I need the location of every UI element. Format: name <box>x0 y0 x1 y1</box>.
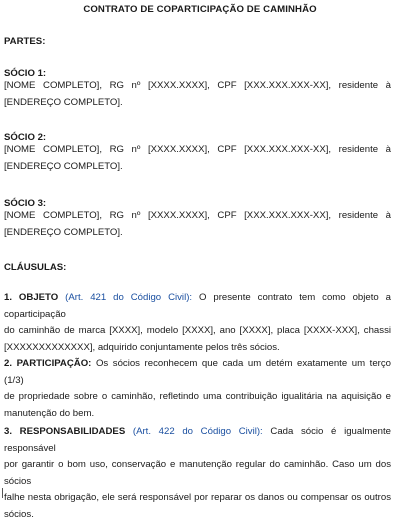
clause-3-line-1 <box>4 424 391 457</box>
clausulas-heading: CLÁUSULAS: <box>4 262 66 273</box>
socio-1-text <box>4 78 391 111</box>
clause-2-line-3: manutenção do bem. <box>4 406 391 423</box>
document-title: CONTRATO DE COPARTICIPAÇÃO DE CAMINHÃO <box>0 4 400 15</box>
socio-3-line-2: [ENDEREÇO COMPLETO]. <box>4 225 391 242</box>
partes-heading: PARTES: <box>4 36 45 47</box>
clause-2-line-2: de propriedade sobre o caminhão, refletindo uma contribuição igualitária na aquisição e <box>4 389 391 406</box>
clause-3-line-2: por garantir o bom uso, conservação e manutenção regular do caminhão. Caso um dos sócios <box>4 457 391 490</box>
clause-2-label: 2. PARTICIPAÇÃO: <box>4 358 91 369</box>
socio-1-line-2: [ENDEREÇO COMPLETO]. <box>4 95 391 112</box>
clause-2-line-1-rest: Os sócios reconhecem que cada um detém exatamente um terço (1/3) <box>4 358 391 386</box>
socio-2-text <box>4 142 391 175</box>
socio-2-line-1: [NOME COMPLETO], RG nº [XXXX.XXXX], CPF [XXX.XXX.XXX-XX], residente à <box>4 142 391 159</box>
socio-3-label: SÓCIO 3: <box>4 198 46 209</box>
clause-1-line-2: do caminhão de marca [XXXX], modelo [XXXX], ano [XXXX], placa [XXXX-XXX], chassi <box>4 323 391 340</box>
socio-2-line-2: [ENDEREÇO COMPLETO]. <box>4 159 391 176</box>
socio-3-text <box>4 208 391 241</box>
socio-1-line-1: [NOME COMPLETO], RG nº [XXXX.XXXX], CPF [XXX.XXX.XXX-XX], residente à <box>4 78 391 95</box>
text-cursor <box>2 488 3 498</box>
socio-1-label: SÓCIO 1: <box>4 68 46 79</box>
clause-1-label: 1. OBJETO <box>4 292 58 303</box>
clause-2 <box>4 356 391 422</box>
clause-1-line-3: [XXXXXXXXXXXXX], adquirido conjuntamente pelos três sócios. <box>4 340 391 357</box>
clause-1-line-1-rest: O presente contrato tem como objeto a coparticipação <box>4 292 391 320</box>
clause-3-line-4: sócios. <box>4 507 391 523</box>
clause-1 <box>4 290 391 356</box>
clause-2-line-1 <box>4 356 391 389</box>
clause-3-label: 3. RESPONSABILIDADES <box>4 426 125 437</box>
socio-3-line-1: [NOME COMPLETO], RG nº [XXXX.XXXX], CPF [XXX.XXX.XXX-XX], residente à <box>4 208 391 225</box>
clause-3-ref: (Art. 422 do Código Civil): <box>125 426 263 437</box>
clause-1-ref: (Art. 421 do Código Civil): <box>58 292 192 303</box>
clause-3-line-1-rest: Cada sócio é igualmente responsável <box>4 426 391 454</box>
clause-1-line-1 <box>4 290 391 323</box>
clause-3-line-3: falhe nesta obrigação, ele será responsável por reparar os danos ou compensar os outros <box>4 490 391 507</box>
socio-2-label: SÓCIO 2: <box>4 132 46 143</box>
clause-3 <box>4 424 391 523</box>
